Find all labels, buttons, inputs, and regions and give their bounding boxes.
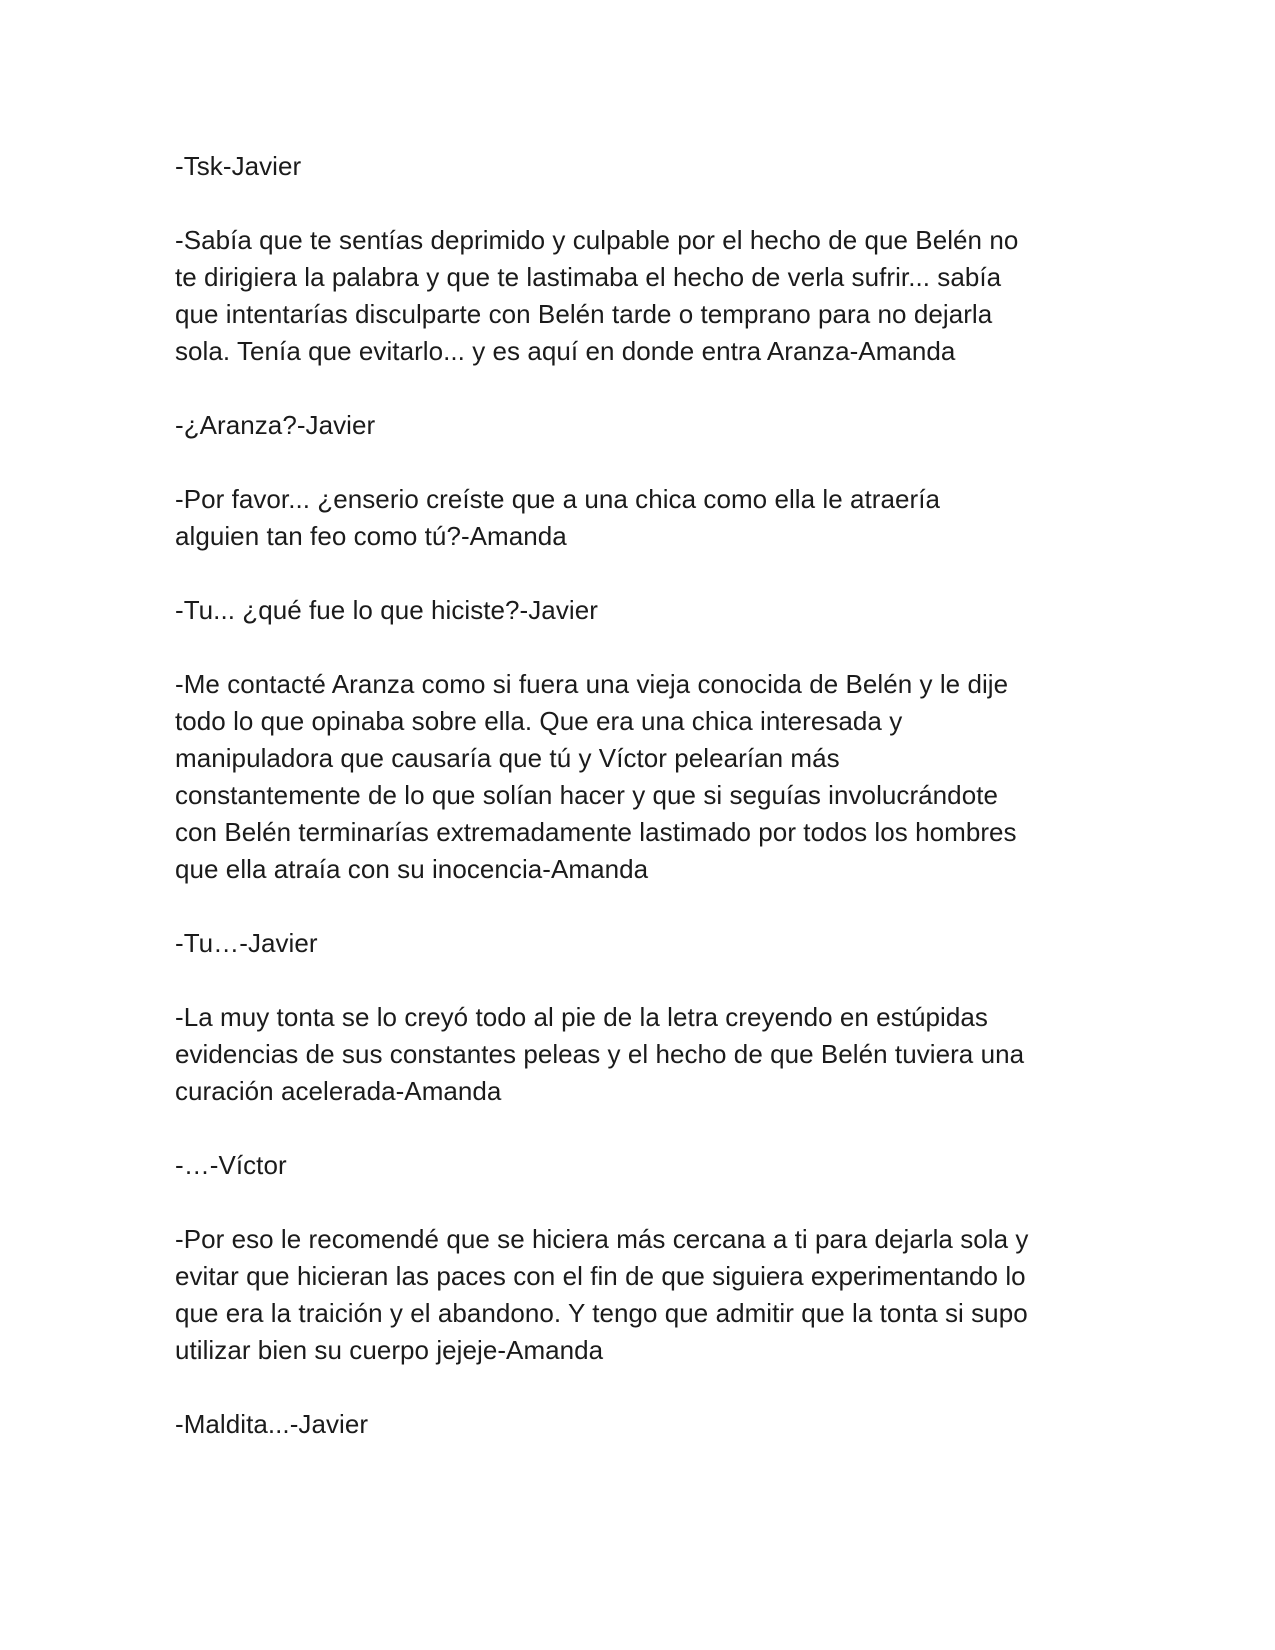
paragraph-11: -Maldita...-Javier [175, 1409, 369, 1439]
paragraph-4: -Por favor... ¿enserio creíste que a una chica como ella le atraería alguien tan feo como tú?-Amanda [175, 484, 941, 551]
paragraph-5: -Tu... ¿qué fue lo que hiciste?-Javier [175, 595, 598, 625]
paragraph-6: -Me contacté Aranza como si fuera una vieja conocida de Belén y le dije todo lo que opinaba sobre ella. Que era una chica interesada y manipuladora que causaría que tú y Víctor pelearían más constantemente de lo que solían hacer y que si seguías involucrándote con Belén terminarías extremadamente lastimado por todos los hombres que ella atraía con su inocencia-Amanda [175, 669, 1017, 884]
paragraph-7: -Tu…-Javier [175, 928, 318, 958]
paragraph-10: -Por eso le recomendé que se hiciera más cercana a ti para dejarla sola y evitar que hicieran las paces con el fin de que siguiera experimentando lo que era la traición y el abandono. Y tengo que admitir que la tonta si supo utilizar bien su cuerpo jejeje-Amanda [175, 1224, 1029, 1365]
paragraph-8: -La muy tonta se lo creyó todo al pie de la letra creyendo en estúpidas evidencias de sus constantes peleas y el hecho de que Belén tuviera una curación acelerada-Amanda [175, 1002, 1025, 1106]
document-body [175, 148, 1105, 1480]
paragraph-9: -…-Víctor [175, 1150, 287, 1180]
paragraph-1: -Tsk-Javier [175, 151, 302, 181]
paragraph-2: -Sabía que te sentías deprimido y culpable por el hecho de que Belén no te dirigiera la palabra y que te lastimaba el hecho de verla sufrir... sabía que intentarías disculparte con Belén tarde o temprano para no dejarla sola. Tenía que evitarlo... y es aquí en donde entra Aranza-Amanda [175, 225, 1019, 366]
paragraph-3: -¿Aranza?-Javier [175, 410, 376, 440]
